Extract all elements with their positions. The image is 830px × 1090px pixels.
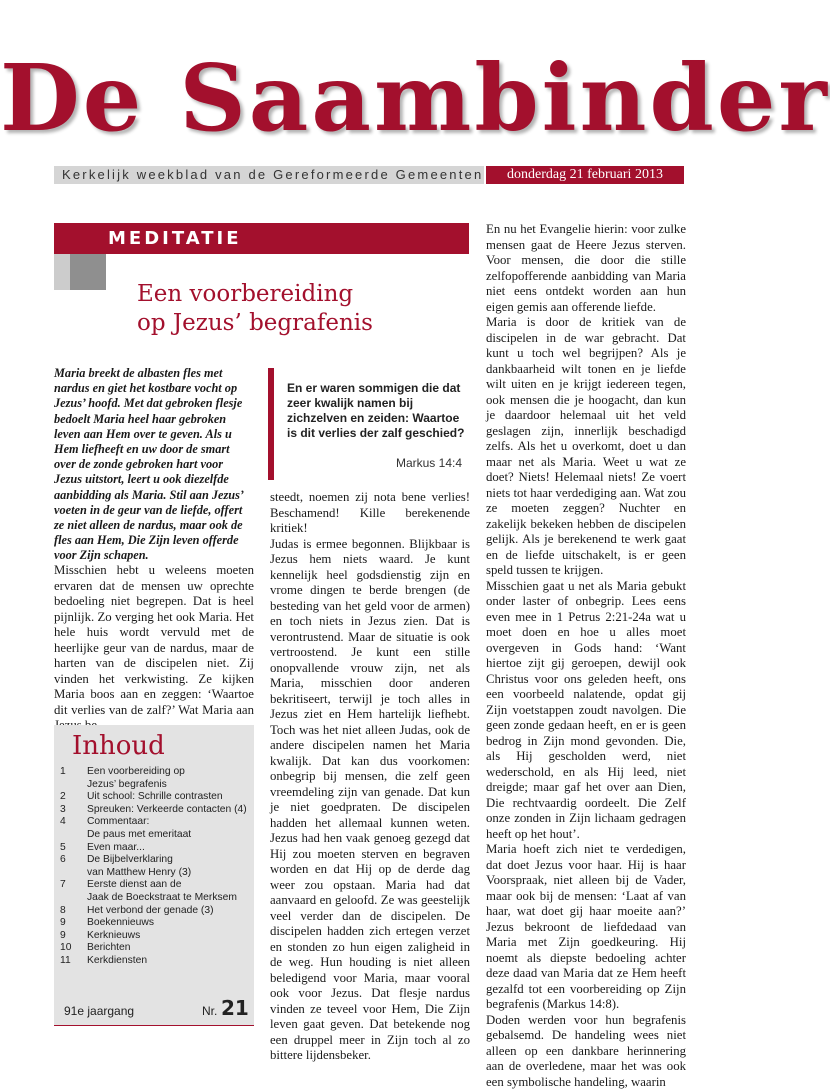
contents-item-title: Spreuken: Verkeerde contacten (4) <box>87 804 252 817</box>
contents-item[interactable] <box>60 791 252 804</box>
contents-title: Inhoud <box>72 730 165 762</box>
contents-item-page: 11 <box>60 955 87 968</box>
contents-item-title: De Bijbelverklaring <box>87 854 252 867</box>
contents-item-title: Het verbond der genade (3) <box>87 905 252 918</box>
contents-item-page: 7 <box>60 879 87 892</box>
paragraph: Judas is ermee begonnen. Blijkbaar is Jezus hem niets waard. Je kunt kennelijk heel godsdienstig zijn en vrome dingen te berde brengen (de besteding van het geld voor de armen) en toch niets in Jezus zien. Dat is verontrustend. Maar de situatie is ook vertroostend. Je kunt een stille onopvallende vrouw zijn, net als Maria, misschien door anderen bekritiseert, terwijl je toch alles in Jezus ziet en Hem hartelijk liefhebt. Toch was het niet alleen Judas, ook de andere discipelen namen het Maria kwalijk. Dat kan dus voorkomen: onbegrip bij mensen, die zelf geen vreemdeling zijn van genade. Dat kun je niet goedpraten. De discipelen hadden het allemaal kunnen weten. Jezus had hen vaak genoeg gezegd dat Hij zou moeten sterven en begraven worden en dat Hij op de derde dag weer zou opstaan. Maria had dat aanvaard en geloofd. Ze was geestelijk veel verder dan de discipelen. De discipelen hadden zich ertegen verzet en stonden zo hun eigen zaligheid in de weg. Hun houding is niet alleen beledigend voor Maria, maar vooral ook voor Jezus. Dat flesje nardus vinden ze teveel voor Hem, Die Zijn leven gaat geven. Dat betekende nog een druppel meer in Zijn toch al zo bittere lijdensbeker. <box>270 537 470 1064</box>
contents-item-title: De paus met emeritaat <box>87 829 252 842</box>
issue-date: donderdag 21 februari 2013 <box>486 166 684 184</box>
contents-item[interactable] <box>60 917 252 930</box>
article-column-1 <box>54 563 254 734</box>
contents-item-title: van Matthew Henry (3) <box>87 867 252 880</box>
contents-item[interactable] <box>60 867 252 880</box>
contents-item[interactable] <box>60 905 252 918</box>
volume-label: 91e jaargang <box>64 1004 134 1018</box>
article-intro: Maria breekt de albasten fles met nardus en giet het kostbare vocht op Jezus’ hoofd. Met dat gebroken flesje bedoelt Maria heel haar gebroken leven aan Hem over te geven. Als u Hem liefheeft en uw door de smart over de zonde gebroken hart voor Jezus uitstort, leert u ook diezelfde aanbidding als Maria. Stil aan Jezus’ voeten in de geur van de liefde, offert ze niet alleen de nardus, maar ook de fles aan Hem, Die Zijn leven offerde voor Zijn schapen. <box>54 366 254 564</box>
contents-item-page: 10 <box>60 942 87 955</box>
contents-item-page <box>60 867 87 880</box>
article-column-3 <box>486 222 686 1090</box>
paragraph: Maria hoeft zich niet te verdedigen, dat doet Jezus voor haar. Hij is haar Voorspraak, niet alleen bij de Vader, maar ook bij de mensen: ‘Laat af van haar, wat doet gij haar moeite aan?’ Jezus bekroont de liefdedaad van Maria met Zijn goedkeuring. Hij noemt als diepste bedoeling achter deze daad van Maria dat ze Hem heeft gezalfd tot een voorbereiding op Zijn begrafenis (Markus 14:8). <box>486 842 686 1013</box>
contents-item[interactable] <box>60 942 252 955</box>
contents-item-title: Kerkdiensten <box>87 955 252 968</box>
contents-item-title: Uit school: Schrille contrasten <box>87 791 252 804</box>
contents-item-title: Jezus’ begrafenis <box>87 779 252 792</box>
contents-item-title: Kerknieuws <box>87 930 252 943</box>
masthead-subtitle: Kerkelijk weekblad van de Gereformeerde Gemeenten <box>62 167 483 183</box>
decorative-square-dark <box>70 254 106 290</box>
article-title-line1: Een voorbereiding <box>137 280 467 309</box>
contents-item-page: 5 <box>60 842 87 855</box>
contents-item-page: 2 <box>60 791 87 804</box>
contents-item-title: Jaak de Boeckstraat te Merksem <box>87 892 252 905</box>
article-title <box>137 280 467 338</box>
quote-accent-bar <box>268 368 274 480</box>
contents-item-title: Eerste dienst aan de <box>87 879 252 892</box>
contents-item-page: 4 <box>60 816 87 829</box>
bible-quote: En er waren sommigen die dat zeer kwalijk namen bij zichzelven en zeiden: Waartoe is dit verlies der zalf geschied? <box>287 381 465 441</box>
paragraph: Misschien gaat u net als Maria gebukt onder laster of onbegrip. Lees eens even mee in 1 Petrus 2:21-24a wat u moet doen en hoe u alles moet overgeven in Gods hand: ‘Want hiertoe zijt gij geroepen, dewijl ook Christus voor ons geleden heeft, ons een voorbeeld nalatende, opdat gij Zijn voetstappen zoudt navolgen. Die geen zonde gedaan heeft, en er is geen bedrog in Zijn mond gevonden. Die, als Hij gescholden werd, niet wederschold, en als Hij leed, niet dreigde; maar gaf het over aan Dien, Die rechtvaardig oordeelt. Die Zelf onze zonden in Zijn lichaam gedragen heeft op het hout’. <box>486 579 686 843</box>
contents-item-page: 1 <box>60 766 87 779</box>
contents-item-page: 8 <box>60 905 87 918</box>
contents-item[interactable] <box>60 829 252 842</box>
contents-item-page: 9 <box>60 917 87 930</box>
contents-item-page: 6 <box>60 854 87 867</box>
contents-item[interactable] <box>60 804 252 817</box>
paragraph: Doden werden voor hun begrafenis gebalsemd. De handeling wees niet alleen op een dankbare herinnering aan de overledene, maar het was ook een symbolische handeling, waarin <box>486 1013 686 1090</box>
contents-item-page <box>60 892 87 905</box>
contents-item-title: Even maar... <box>87 842 252 855</box>
contents-item[interactable] <box>60 854 252 867</box>
panel-bottom-rule <box>54 1025 254 1026</box>
contents-item-page <box>60 829 87 842</box>
contents-item[interactable] <box>60 892 252 905</box>
contents-list <box>60 766 252 968</box>
contents-item[interactable] <box>60 955 252 968</box>
paragraph: steedt, noemen zij nota bene verlies! Beschamend! Kille berekenende kritiek! <box>270 490 470 537</box>
paragraph: Maria is door de kritiek van de discipelen in de war gebracht. Dat kunt u toch wel begrijpen? Als je dankbaarheid wilt tonen en je liefde wilt uiten en je krijgt iedereen tegen, ook mensen die je hoogacht, dan kun je daardoor helemaal uit het veld geslagen zijn, innerlijk beschadigd zelfs. Als het u overkomt, doet u dan maar net als Maria. Weet u wat ze doet? Niets! Helemaal niets! Ze voert niets tot haar verdediging aan. Wat zou ze moeten zeggen? Nuchter en zakelijk bekeken hebben de discipelen gelijk. Als je berekenend te werk gaat en de liefde uitschakelt, is er geen speld tussen te krijgen. <box>486 315 686 579</box>
contents-item-title: Berichten <box>87 942 252 955</box>
contents-item[interactable] <box>60 816 252 829</box>
contents-item[interactable] <box>60 779 252 792</box>
contents-item[interactable] <box>60 842 252 855</box>
contents-item-title: Boekennieuws <box>87 917 252 930</box>
contents-item[interactable] <box>60 766 252 779</box>
contents-item-title: Commentaar: <box>87 816 252 829</box>
section-label: MEDITATIE <box>108 223 242 254</box>
masthead-title: De Saambinder <box>0 48 738 148</box>
paragraph: Misschien hebt u weleens moeten ervaren dat de mensen uw oprechte bedoeling niet begrepen. Dat is heel pijnlijk. Zo verging het ook Maria. Het hele huis wordt vervuld met de heerlijke geur van de nardus, maar de harten van de discipelen niet. Zij vinden het verkwisting. Ze kijken Maria boos aan en zeggen: ‘Waartoe dit verlies van de zalf?’ Wat Maria aan <box>54 563 254 734</box>
article-title-line2: op Jezus’ begrafenis <box>137 309 467 338</box>
contents-item[interactable] <box>60 879 252 892</box>
contents-item-page: 3 <box>60 804 87 817</box>
article-column-2 <box>270 490 470 1064</box>
paragraph: En nu het Evangelie hierin: voor zulke mensen gaat de Heere Jezus sterven. Voor mensen, die door die stille zelfopofferende aanbidding van Maria niet eens ontdekt worden aan hun eigen gemis aan offerende liefde. <box>486 222 686 315</box>
contents-item-title: Een voorbereiding op <box>87 766 252 779</box>
issue-number: 21 <box>221 997 249 1019</box>
bible-quote-reference: Markus 14:4 <box>287 456 462 470</box>
contents-item[interactable] <box>60 930 252 943</box>
issue-label: Nr. <box>202 1004 217 1018</box>
contents-item-page: 9 <box>60 930 87 943</box>
contents-item-page <box>60 779 87 792</box>
